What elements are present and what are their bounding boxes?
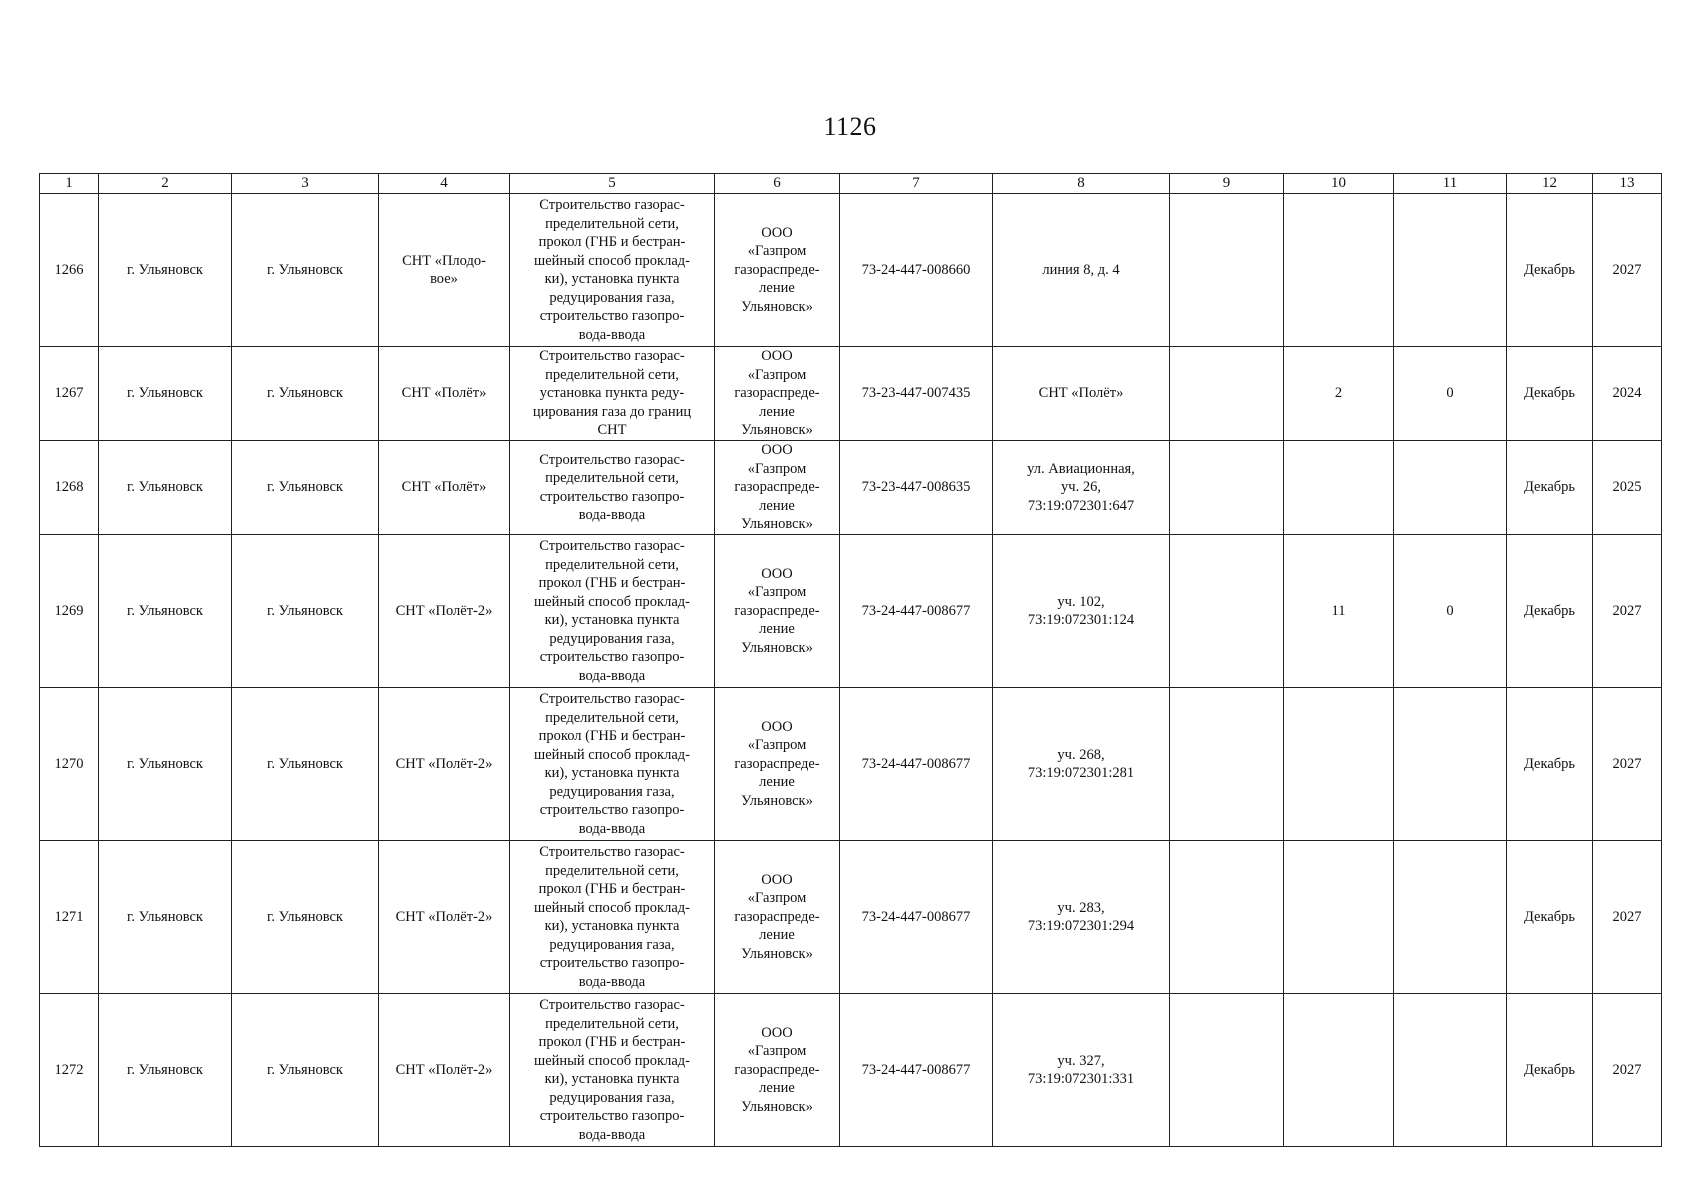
district-cell: г. Ульяновск [99,194,232,347]
address-cell: ул. Авиационная, уч. 26, 73:19:072301:647 [993,441,1170,535]
object-code-cell: 73-24-447-008677 [840,535,993,688]
row-number: 1268 [40,441,99,535]
district-cell: г. Ульяновск [99,441,232,535]
column-number-5: 5 [510,174,715,194]
settlement-cell: г. Ульяновск [232,347,379,441]
works-description-cell: Строительство газорас- пределительной сети, прокол (ГНБ и бестран- шейный способ проклад- ки), установка пункта редуцирования газа, строительство газопро- вода-ввода [510,535,715,688]
row-number: 1266 [40,194,99,347]
column-number-12: 12 [1507,174,1593,194]
works-description-cell: Строительство газорас- пределительной сети, прокол (ГНБ и бестран- шейный способ проклад- ки), установка пункта редуцирования газа, строительство газопро- вода-ввода [510,688,715,841]
column-10-cell [1284,441,1394,535]
column-number-1: 1 [40,174,99,194]
column-number-11: 11 [1394,174,1507,194]
column-number-2: 2 [99,174,232,194]
table-row [40,194,1662,347]
works-description-cell: Строительство газорас- пределительной сети, прокол (ГНБ и бестран- шейный способ проклад- ки), установка пункта редуцирования газа, строительство газопро- вода-ввода [510,841,715,994]
column-11-cell [1394,688,1507,841]
year-cell: 2024 [1593,347,1662,441]
operator-cell: ООО «Газпром газораспреде- ление Ульяновск» [715,841,840,994]
address-cell: уч. 283, 73:19:072301:294 [993,841,1170,994]
column-11-cell: 0 [1394,535,1507,688]
district-cell: г. Ульяновск [99,347,232,441]
settlement-cell: г. Ульяновск [232,841,379,994]
settlement-cell: г. Ульяновск [232,535,379,688]
address-cell: уч. 102, 73:19:072301:124 [993,535,1170,688]
month-cell: Декабрь [1507,441,1593,535]
object-code-cell: 73-24-447-008677 [840,841,993,994]
year-cell: 2027 [1593,194,1662,347]
column-11-cell [1394,441,1507,535]
object-cell: СНТ «Плодо- вое» [379,194,510,347]
month-cell: Декабрь [1507,994,1593,1147]
month-cell: Декабрь [1507,535,1593,688]
column-number-7: 7 [840,174,993,194]
object-cell: СНТ «Полёт-2» [379,688,510,841]
year-cell: 2027 [1593,688,1662,841]
operator-cell: ООО «Газпром газораспреде- ление Ульяновск» [715,441,840,535]
year-cell: 2027 [1593,841,1662,994]
column-11-cell [1394,194,1507,347]
column-9-cell [1170,535,1284,688]
object-code-cell: 73-23-447-007435 [840,347,993,441]
column-10-cell [1284,841,1394,994]
column-10-cell [1284,194,1394,347]
settlement-cell: г. Ульяновск [232,688,379,841]
settlement-cell: г. Ульяновск [232,194,379,347]
year-cell: 2027 [1593,994,1662,1147]
page-number: 1126 [823,112,877,141]
year-cell: 2025 [1593,441,1662,535]
address-cell: линия 8, д. 4 [993,194,1170,347]
month-cell: Декабрь [1507,347,1593,441]
operator-cell: ООО «Газпром газораспреде- ление Ульяновск» [715,535,840,688]
column-number-9: 9 [1170,174,1284,194]
address-cell: уч. 327, 73:19:072301:331 [993,994,1170,1147]
district-cell: г. Ульяновск [99,688,232,841]
column-number-4: 4 [379,174,510,194]
column-number-6: 6 [715,174,840,194]
table-row [40,688,1662,841]
month-cell: Декабрь [1507,194,1593,347]
works-description-cell: Строительство газорас- пределительной сети, строительство газопро- вода-ввода [510,441,715,535]
works-description-cell: Строительство газорас- пределительной сети, прокол (ГНБ и бестран- шейный способ проклад- ки), установка пункта редуцирования газа, строительство газопро- вода-ввода [510,194,715,347]
month-cell: Декабрь [1507,841,1593,994]
settlement-cell: г. Ульяновск [232,441,379,535]
settlement-cell: г. Ульяновск [232,994,379,1147]
column-11-cell [1394,841,1507,994]
object-cell: СНТ «Полёт» [379,441,510,535]
column-9-cell [1170,688,1284,841]
column-11-cell: 0 [1394,347,1507,441]
column-number-3: 3 [232,174,379,194]
column-10-cell: 2 [1284,347,1394,441]
table-row [40,441,1662,535]
row-number: 1272 [40,994,99,1147]
object-code-cell: 73-23-447-008635 [840,441,993,535]
year-cell: 2027 [1593,535,1662,688]
month-cell: Декабрь [1507,688,1593,841]
column-number-13: 13 [1593,174,1662,194]
table-row [40,347,1662,441]
row-number: 1271 [40,841,99,994]
object-cell: СНТ «Полёт» [379,347,510,441]
object-code-cell: 73-24-447-008660 [840,194,993,347]
column-9-cell [1170,441,1284,535]
district-cell: г. Ульяновск [99,994,232,1147]
column-9-cell [1170,841,1284,994]
object-cell: СНТ «Полёт-2» [379,841,510,994]
address-cell: СНТ «Полёт» [993,347,1170,441]
column-9-cell [1170,347,1284,441]
table-row [40,841,1662,994]
works-description-cell: Строительство газорас- пределительной сети, установка пункта реду- цирования газа до границ СНТ [510,347,715,441]
column-10-cell: 11 [1284,535,1394,688]
object-code-cell: 73-24-447-008677 [840,688,993,841]
register-body [40,174,1662,1147]
object-cell: СНТ «Полёт-2» [379,994,510,1147]
row-number: 1267 [40,347,99,441]
table-row [40,535,1662,688]
column-10-cell [1284,994,1394,1147]
table-row [40,994,1662,1147]
row-number: 1269 [40,535,99,688]
works-description-cell: Строительство газорас- пределительной сети, прокол (ГНБ и бестран- шейный способ проклад- ки), установка пункта редуцирования газа, строительство газопро- вода-ввода [510,994,715,1147]
column-number-8: 8 [993,174,1170,194]
column-11-cell [1394,994,1507,1147]
operator-cell: ООО «Газпром газораспреде- ление Ульяновск» [715,347,840,441]
operator-cell: ООО «Газпром газораспреде- ление Ульяновск» [715,194,840,347]
operator-cell: ООО «Газпром газораспреде- ление Ульяновск» [715,688,840,841]
operator-cell: ООО «Газпром газораспреде- ление Ульяновск» [715,994,840,1147]
column-10-cell [1284,688,1394,841]
address-cell: уч. 268, 73:19:072301:281 [993,688,1170,841]
column-number-row [40,174,1662,194]
district-cell: г. Ульяновск [99,841,232,994]
district-cell: г. Ульяновск [99,535,232,688]
object-cell: СНТ «Полёт-2» [379,535,510,688]
row-number: 1270 [40,688,99,841]
register-table [39,173,1662,1147]
column-9-cell [1170,994,1284,1147]
column-number-10: 10 [1284,174,1394,194]
object-code-cell: 73-24-447-008677 [840,994,993,1147]
column-9-cell [1170,194,1284,347]
